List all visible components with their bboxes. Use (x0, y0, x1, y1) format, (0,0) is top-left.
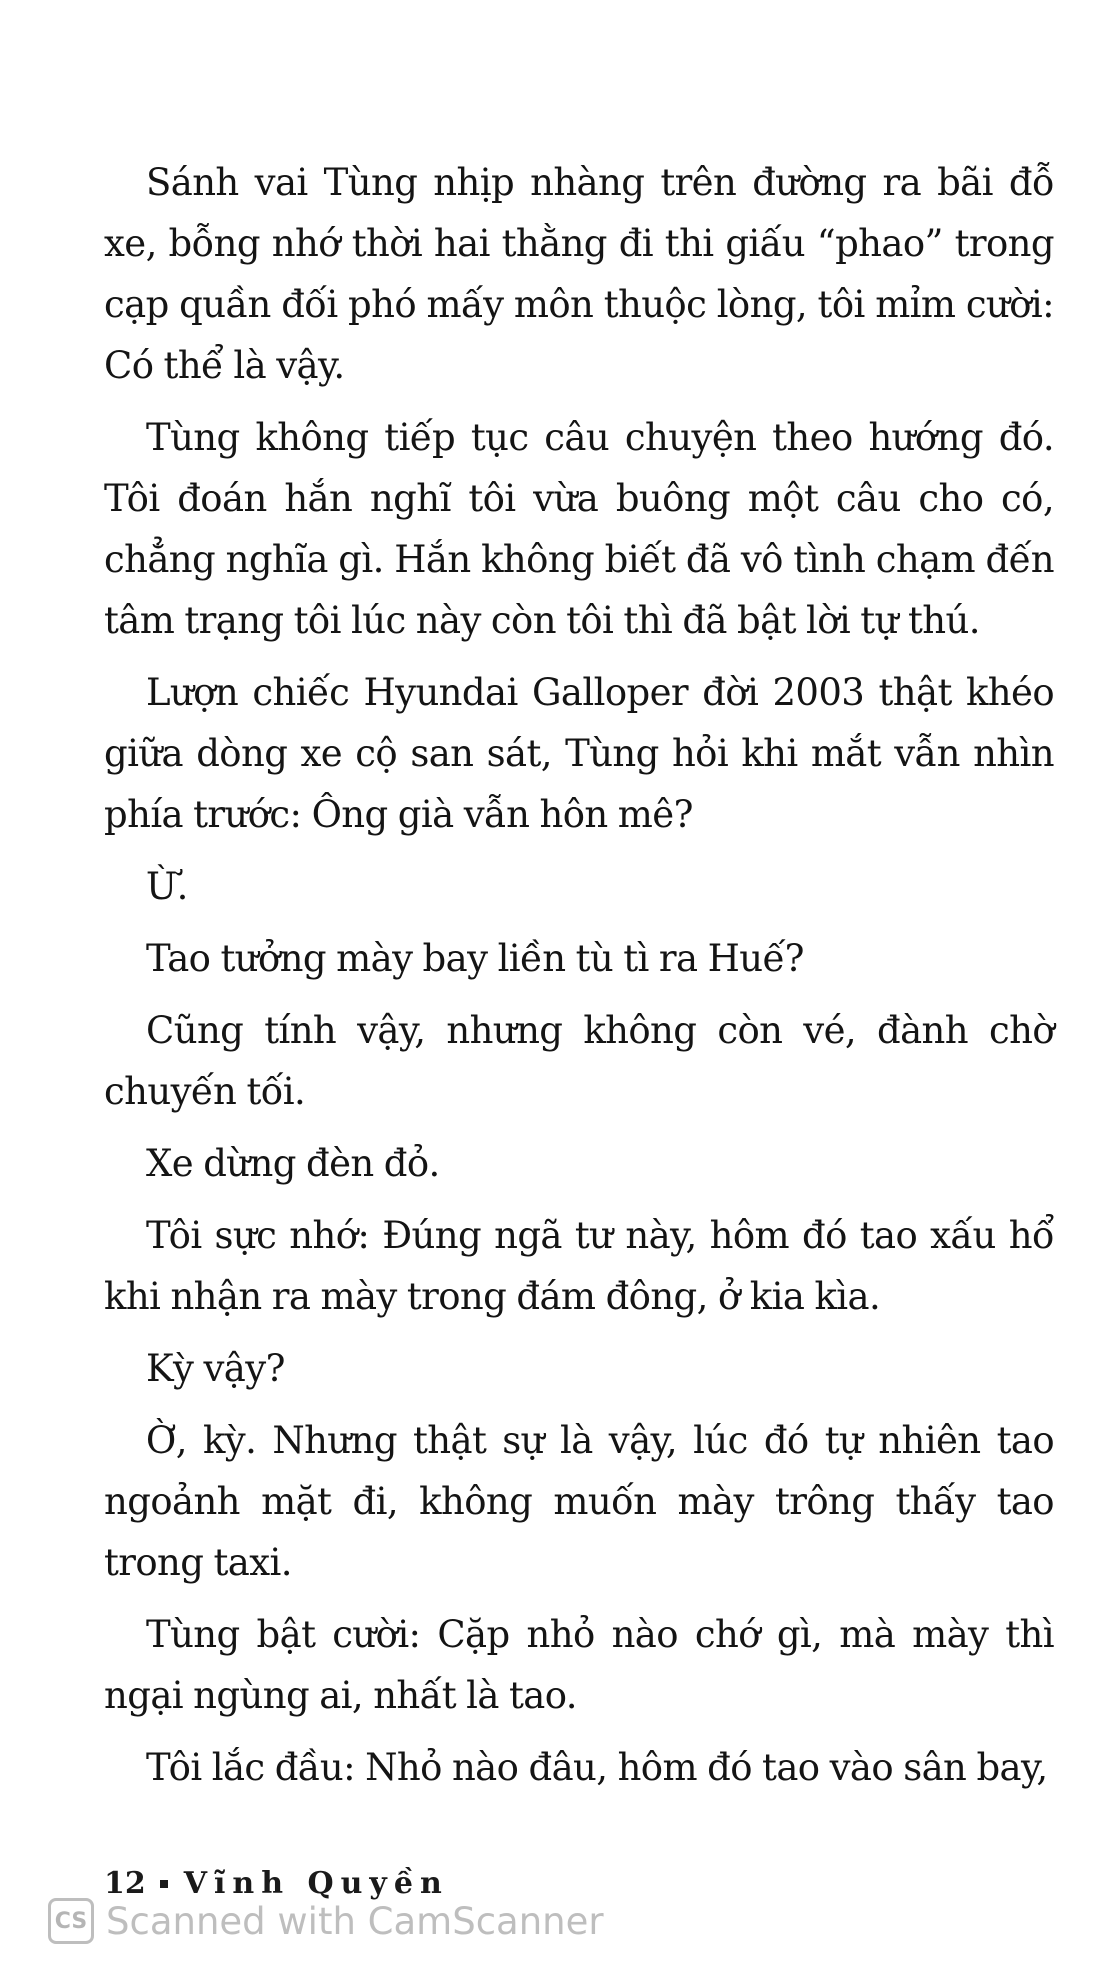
paragraph: Ờ, kỳ. Nhưng thật sự là vậy, lúc đó tự nhiên tao ngoảnh mặt đi, không muốn mày trông thấy tao trong taxi. (104, 1419, 1054, 1584)
paragraph: Xe dừng đèn đỏ. (146, 1142, 440, 1185)
paragraph: Tùng bật cười: Cặp nhỏ nào chớ gì, mà mày thì ngại ngùng ai, nhất là tao. (104, 1613, 1054, 1717)
paragraph: Kỳ vậy? (146, 1347, 285, 1390)
paragraph: Sánh vai Tùng nhịp nhàng trên đường ra bãi đỗ xe, bỗng nhớ thời hai thằng đi thi giấu “phao” trong cạp quần đối phó mấy môn thuộc lòng, tôi mỉm cười: Có thể là vậy. (104, 161, 1054, 387)
paragraph: Tôi lắc đầu: Nhỏ nào đâu, hôm đó tao vào sân bay, (146, 1746, 1048, 1789)
paragraph: Ừ. (146, 865, 188, 908)
paragraph: Cũng tính vậy, nhưng không còn vé, đành chờ chuyến tối. (104, 1009, 1054, 1113)
body-text (104, 152, 1054, 1809)
paragraph: Lượn chiếc Hyundai Galloper đời 2003 thật khéo giữa dòng xe cộ san sát, Tùng hỏi khi mắt vẫn nhìn phía trước: Ông già vẫn hôn mê? (104, 671, 1054, 836)
paragraph: Tôi sực nhớ: Đúng ngã tư này, hôm đó tao xấu hổ khi nhận ra mày trong đám đông, ở kia kìa. (104, 1214, 1054, 1318)
watermark-text: Scanned with CamScanner (106, 1899, 604, 1943)
page-footer (104, 1866, 449, 1901)
camscanner-logo-icon: CS (48, 1898, 94, 1944)
bullet-separator (160, 1880, 168, 1888)
camscanner-watermark (48, 1898, 604, 1944)
paragraph: Tùng không tiếp tục câu chuyện theo hướng đó. Tôi đoán hắn nghĩ tôi vừa buông một câu cho có, chẳng nghĩa gì. Hắn không biết đã vô tình chạm đến tâm trạng tôi lúc này còn tôi thì đã bật lời tự thú. (104, 416, 1054, 642)
author-name: Vĩnh Quyền (183, 1866, 449, 1901)
page-number: 12 (104, 1866, 146, 1901)
paragraph: Tao tưởng mày bay liền tù tì ra Huế? (146, 937, 804, 980)
